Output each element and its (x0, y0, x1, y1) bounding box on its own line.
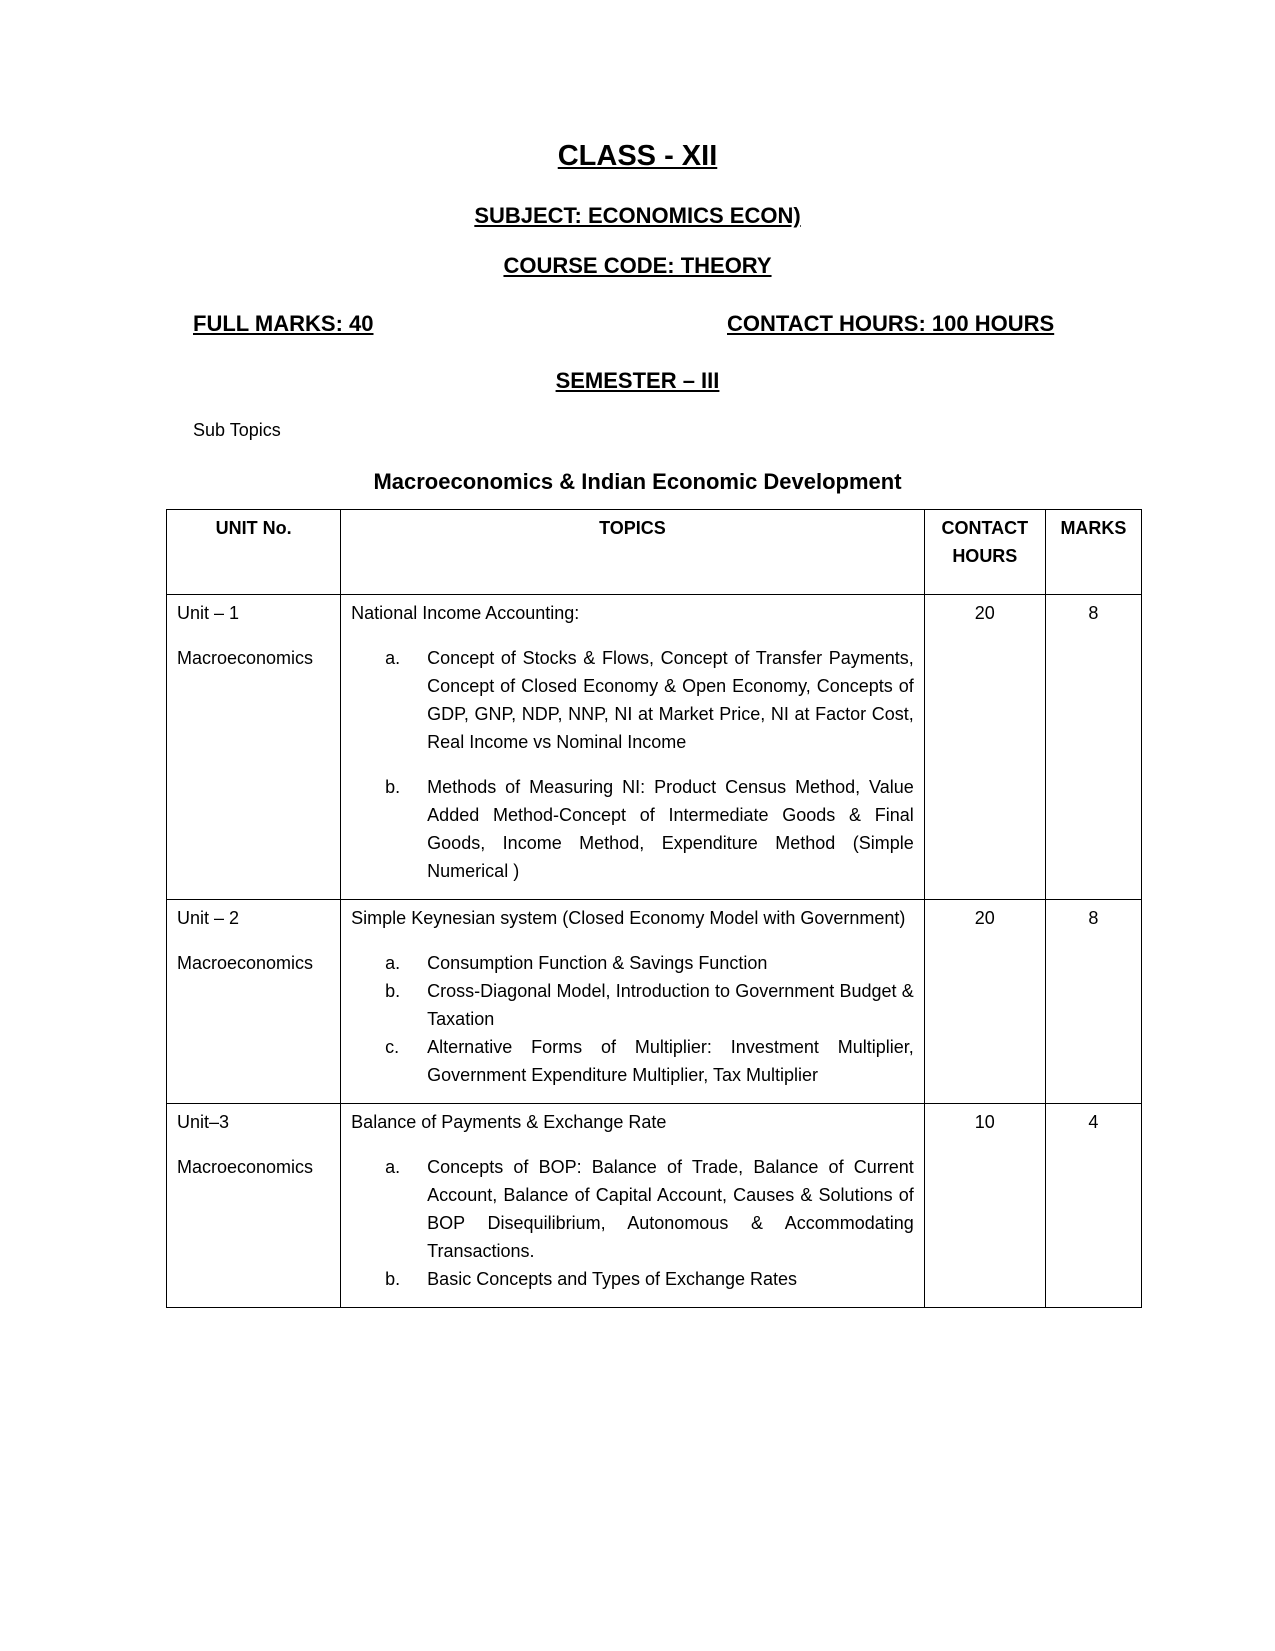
list-item (351, 1153, 914, 1265)
list-item (351, 977, 914, 1033)
table-header-row (167, 510, 1142, 595)
item-text: Methods of Measuring NI: Product Census Method, Value Added Method-Concept of Intermediate Goods & Final Goods, Income Method, Expenditure Method (Simple Numerical ) (427, 777, 914, 881)
marks-cell: 8 (1045, 900, 1141, 1104)
item-text: Basic Concepts and Types of Exchange Rates (427, 1269, 798, 1289)
unit-area: Macroeconomics (177, 953, 314, 973)
list-item (351, 773, 914, 885)
contact-hours-cell: 20 (924, 900, 1045, 1104)
semester-heading: SEMESTER – III (555, 368, 720, 393)
item-text: Cross-Diagonal Model, Introduction to Government Budget & Taxation (427, 981, 914, 1029)
contact-hours-cell: 10 (924, 1104, 1045, 1308)
subject-heading: SUBJECT: ECONOMICS ECON) (474, 203, 801, 228)
unit-cell (167, 595, 341, 900)
table-row (167, 595, 1142, 900)
unit-number: Unit–3 (177, 1112, 230, 1132)
item-text: Concepts of BOP: Balance of Trade, Balance of Current Account, Balance of Capital Account, Causes & Solutions of BOP Disequilibrium, Autonomous & Accommodating Transactions. (427, 1157, 914, 1261)
class-title: CLASS - XII (557, 140, 718, 172)
course-code-heading: COURSE CODE: THEORY (503, 253, 772, 278)
item-label: a. (385, 648, 401, 668)
topic-heading: National Income Accounting: (351, 603, 580, 623)
unit-cell (167, 900, 341, 1104)
item-label: a. (385, 953, 401, 973)
list-item (351, 1265, 914, 1293)
item-text: Alternative Forms of Multiplier: Investment Multiplier, Government Expenditure Multiplier, Tax Multiplier (427, 1037, 914, 1085)
unit-area: Macroeconomics (177, 1157, 314, 1177)
item-label: b. (385, 1269, 401, 1289)
item-label: c. (385, 1037, 400, 1057)
topic-heading: Balance of Payments & Exchange Rate (351, 1112, 667, 1132)
topics-cell (341, 900, 925, 1104)
item-label: b. (385, 777, 401, 797)
table-title: Macroeconomics & Indian Economic Development (373, 469, 902, 494)
topic-heading: Simple Keynesian system (Closed Economy Model with Government) (351, 908, 906, 928)
unit-number: Unit – 1 (177, 603, 240, 623)
column-header-topics: TOPICS (341, 510, 925, 595)
unit-number: Unit – 2 (177, 908, 240, 928)
unit-area: Macroeconomics (177, 648, 314, 668)
list-item (351, 644, 914, 756)
list-item (351, 949, 914, 977)
item-text: Concept of Stocks & Flows, Concept of Transfer Payments, Concept of Closed Economy & Open Economy, Concepts of GDP, GNP, NDP, NNP, NI at Market Price, NI at Factor Cost, Real Income vs Nominal Income (427, 648, 914, 752)
sub-topics-label: Sub Topics (193, 420, 281, 440)
marks-cell: 8 (1045, 595, 1141, 900)
syllabus-table (166, 509, 1142, 1308)
contact-hours-cell: 20 (924, 595, 1045, 900)
column-header-contact-hours: CONTACT HOURS (924, 510, 1045, 595)
table-row (167, 1104, 1142, 1308)
topics-cell (341, 1104, 925, 1308)
column-header-marks: MARKS (1045, 510, 1141, 595)
item-text: Consumption Function & Savings Function (427, 953, 768, 973)
table-row (167, 900, 1142, 1104)
contact-hours: CONTACT HOURS: 100 HOURS (727, 311, 1055, 336)
unit-cell (167, 1104, 341, 1308)
list-item (351, 1033, 914, 1089)
topics-cell (341, 595, 925, 900)
column-header-unit: UNIT No. (167, 510, 341, 595)
item-label: b. (385, 981, 401, 1001)
full-marks: FULL MARKS: 40 (193, 311, 374, 336)
marks-cell: 4 (1045, 1104, 1141, 1308)
item-label: a. (385, 1157, 401, 1177)
